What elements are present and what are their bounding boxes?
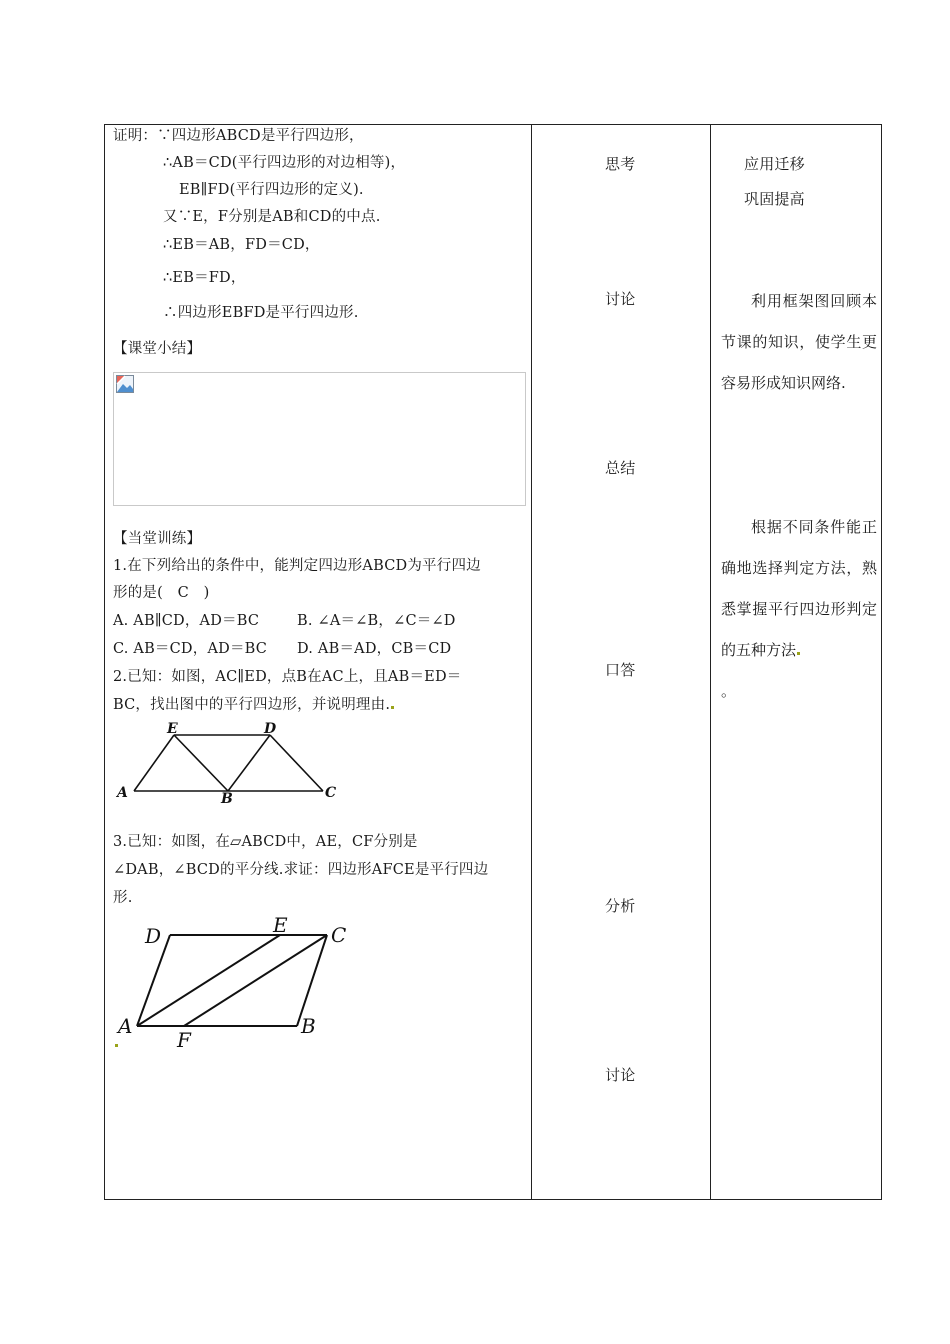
edit-marker <box>797 652 800 655</box>
activity-think: 思考 <box>605 155 636 173</box>
option-b: B. ∠A＝∠B，∠C＝∠D <box>297 613 456 629</box>
option-c: C. AB＝CD，AD＝BC <box>113 641 268 657</box>
lesson-table <box>104 124 882 1200</box>
option-d: D. AB＝AD，CB＝CD <box>297 641 452 657</box>
question-1-line-2: 形的是( C ) <box>113 585 210 601</box>
edit-marker <box>391 706 394 709</box>
proof-line-2: ∴AB＝CD(平行四边形的对边相等)， <box>163 155 406 171</box>
proof-line-3: EB∥FD(平行四边形的定义). <box>179 182 364 198</box>
activity-column <box>532 125 711 1199</box>
training-heading: 【当堂训练】 <box>113 531 202 547</box>
activity-discuss-1: 讨论 <box>605 290 636 308</box>
question-2-line-1: 2.已知：如图，AC∥ED，点B在AC上，且AB＝ED＝ <box>113 669 462 685</box>
activity-discuss-2: 讨论 <box>605 1066 636 1084</box>
option-a: A. AB∥CD，AD＝BC <box>113 613 260 629</box>
fig3-label-d: D <box>145 924 162 948</box>
activity-analyze: 分析 <box>605 897 636 915</box>
proof-line-7: ∴四边形EBFD是平行四边形. <box>163 305 359 321</box>
question-3-line-1: 3.已知：如图，在▱ABCD中，AE，CF分别是 <box>113 834 418 850</box>
proof-line-1: 证明：∵四边形ABCD是平行四边形， <box>113 128 364 144</box>
proof-line-5: ∴EB＝AB，FD＝CD， <box>163 237 320 253</box>
activity-oral-answer: 口答 <box>605 661 636 679</box>
figure-question-3 <box>113 913 363 1053</box>
broken-image-icon <box>116 375 134 393</box>
question-3-line-2: ∠DAB，∠BCD的平分线.求证：四边形AFCE是平行四边 <box>113 862 489 878</box>
question-1-line-1: 1.在下列给出的条件中，能判定四边形ABCD为平行四边 <box>113 558 481 574</box>
fig2-label-b: B <box>221 791 233 807</box>
content-column <box>105 125 532 1199</box>
edit-marker <box>115 1044 118 1047</box>
fig3-label-f: F <box>177 1028 191 1052</box>
fig3-label-b: B <box>301 1014 316 1038</box>
figure-question-2 <box>113 721 353 807</box>
fig2-label-a: A <box>117 785 128 801</box>
fig2-label-d: D <box>264 721 277 737</box>
activity-summarize: 总结 <box>605 459 636 477</box>
fig3-label-a: A <box>118 1014 133 1038</box>
question-3-line-3: 形. <box>113 890 133 906</box>
purpose-paragraph-2: 根据不同条件能正确地选择判定方法，熟悉掌握平行四边形判定的五种方法 。 <box>721 518 877 700</box>
purpose-line-1: 应用迁移 <box>744 155 805 173</box>
summary-heading: 【课堂小结】 <box>113 341 202 357</box>
proof-line-4: 又∵E，F分别是AB和CD的中点. <box>163 209 381 225</box>
summary-image-placeholder <box>113 372 526 506</box>
fig2-label-e: E <box>167 721 178 737</box>
purpose-paragraph-1: 利用框架图回顾本节课的知识，使学生更容易形成知识网络. <box>721 292 877 392</box>
fig3-label-c: C <box>331 923 347 947</box>
fig2-label-c: C <box>325 785 337 801</box>
fig3-label-e: E <box>273 913 288 937</box>
purpose-line-2: 巩固提高 <box>744 190 805 208</box>
question-2-line-2: BC，找出图中的平行四边形，并说明理由. <box>113 695 394 715</box>
proof-line-6: ∴EB＝FD， <box>163 270 246 286</box>
purpose-column <box>711 125 881 1199</box>
